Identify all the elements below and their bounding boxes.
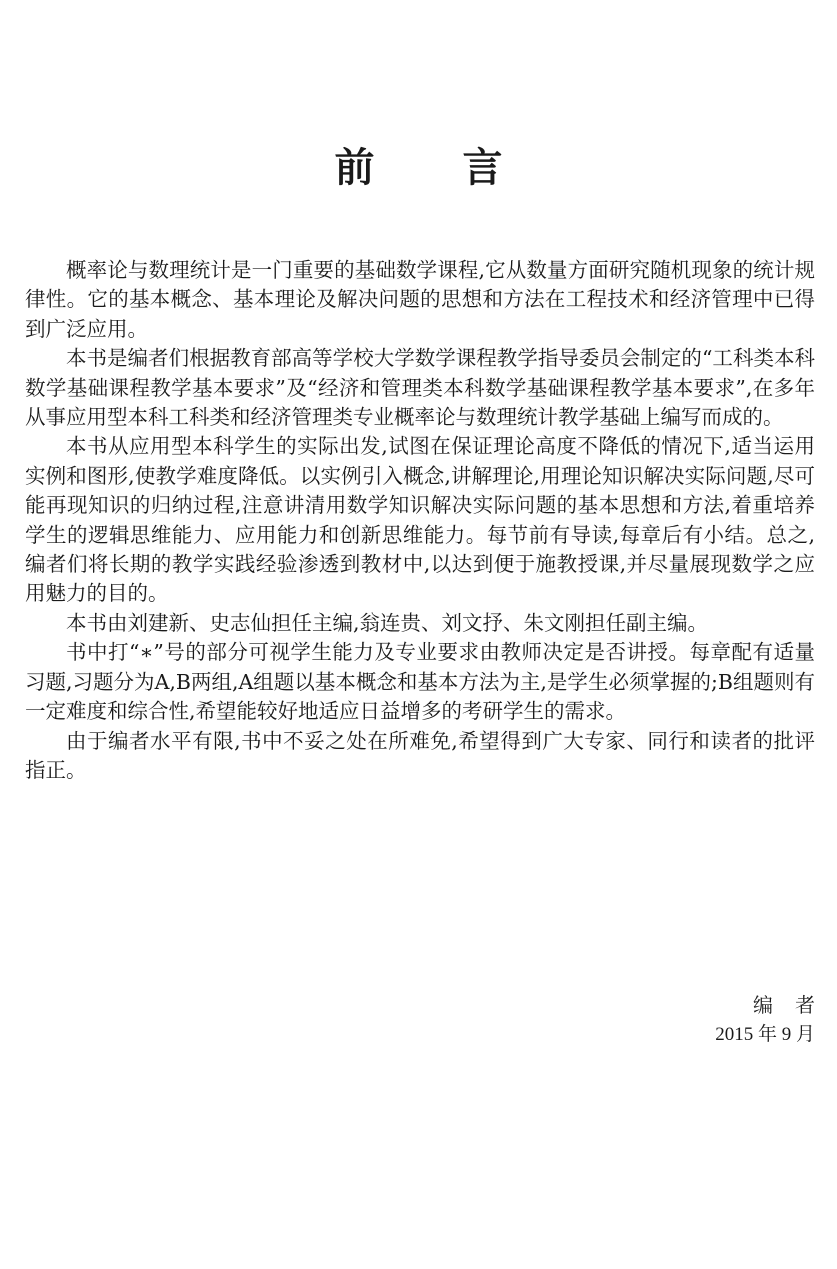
signature-block <box>715 990 837 1050</box>
paragraph: 书中打“∗”号的部分可视学生能力及专业要求由教师决定是否讲授。每章配有适量习题,习题分为A,B两组,A组题以基本概念和基本方法为主,是学生必须掌握的;B组题则有一定难度和综合性,希望能较好地适应日益增多的考研学生的需求。 <box>25 640 815 724</box>
signature-date: 2015 年 9 月 <box>715 1024 815 1045</box>
paragraph: 本书是编者们根据教育部高等学校大学数学课程教学指导委员会制定的“工科类本科数学基础课程教学基本要求”及“经济和管理类本科数学基础课程教学基本要求”,在多年从事应用型本科工科类和经济管理类专业概率论与数理统计教学基础上编写而成的。 <box>25 346 815 430</box>
paragraph: 本书从应用型本科学生的实际出发,试图在保证理论高度不降低的情况下,适当运用实例和图形,使教学难度降低。以实例引入概念,讲解理论,用理论知识解决实际问题,尽可能再现知识的归纳过程,注意讲清用数学知识解决实际问题的基本思想和方法,着重培养学生的逻辑思维能力、应用能力和创新思维能力。每节前有导读,每章后有小结。总之,编者们将长期的教学实践经验渗透到教材中,以达到便于施教授课,并尽量展现数学之应用魅力的目的。 <box>25 434 815 606</box>
signature-author: 编者 <box>753 993 837 1017</box>
paragraph: 本书由刘建新、史志仙担任主编,翁连贵、刘文抒、朱文刚担任副主编。 <box>66 610 709 635</box>
paragraph: 概率论与数理统计是一门重要的基础数学课程,它从数量方面研究随机现象的统计规律性。它的基本概念、基本理论及解决问题的思想和方法在工程技术和经济管理中已得到广泛应用。 <box>25 258 815 341</box>
paragraph: 由于编者水平有限,书中不妥之处在所难免,希望得到广大专家、同行和读者的批评指正。 <box>25 728 815 782</box>
preface-body <box>25 256 815 785</box>
page-title: 前言 <box>334 145 591 191</box>
